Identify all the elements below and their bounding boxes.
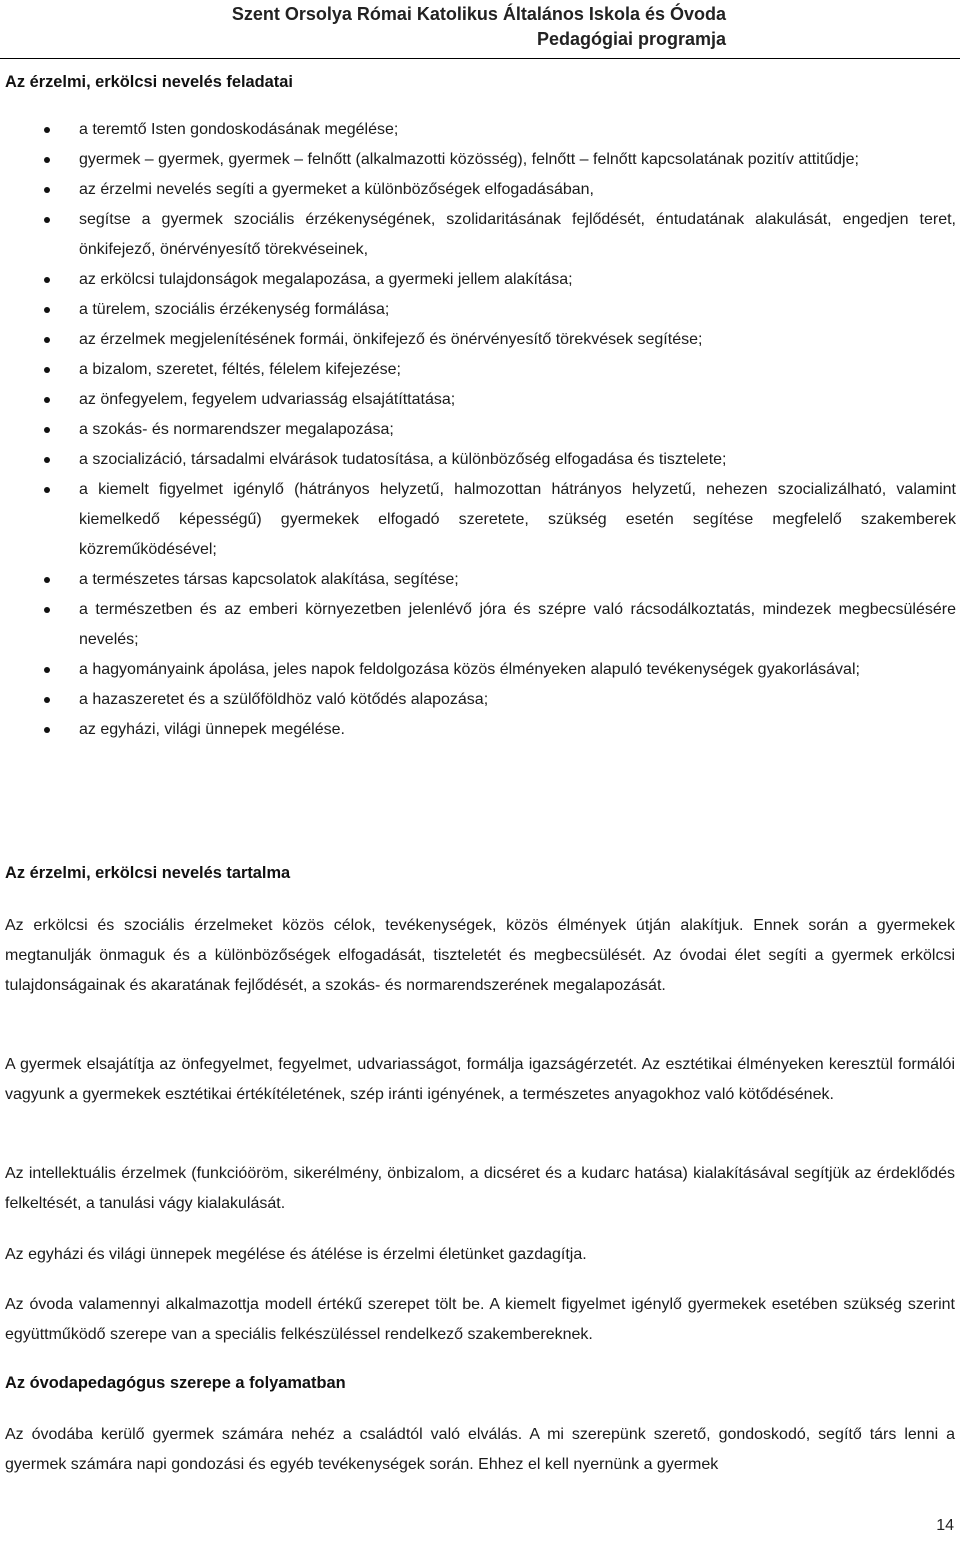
- header-school-name: Szent Orsolya Római Katolikus Általános Iskola és Óvoda: [231, 4, 726, 24]
- section-title-szerepe: Az óvodapedagógus szerepe a folyamatban: [5, 1374, 346, 1392]
- paragraph: Az intellektuális érzelmek (funkcióöröm, sikerélmény, önbizalom, a dicséret és a kudarc hatása) kialakításával segítjük az érdeklődés felkeltését, a tanulási vágy kialakulását.: [5, 1165, 955, 1212]
- list-item: a szocializáció, társadalmi elvárások tudatosítása, a különbözőség elfogadása és tisztelete;: [79, 445, 956, 475]
- list-item: az egyházi, világi ünnepek megélése.: [79, 715, 956, 745]
- list-item: a szokás- és normarendszer megalapozása;: [79, 415, 956, 445]
- list-item: a természetes társas kapcsolatok alakítása, segítése;: [79, 565, 956, 595]
- paragraph: Az óvoda valamennyi alkalmazottja modell értékű szerepet tölt be. A kiemelt figyelmet igénylő gyermekek esetében szükség szerint együttműködő szerepe van a speciális felkészüléssel rendelkező szakembereknek.: [5, 1296, 955, 1343]
- list-item: a természetben és az emberi környezetben jelenlévő jóra és szépre való rácsodálkoztatás, mindezek megbecsülésére nevelés;: [79, 595, 956, 655]
- paragraph: Az erkölcsi és szociális érzelmeket közös célok, tevékenységek, közös élmények útján alakítjuk. Ennek során a gyermekek megtanulják önmaguk és a különbözőségek elfogadását, tiszteletét és megbecsülését. Az óvodai élet segíti a gyermek erkölcsi tulajdonságainak és akaratának fejlődését, a szokás- és normarendszerének megalapozását.: [5, 917, 955, 994]
- list-item: a kiemelt figyelmet igénylő (hátrányos helyzetű, halmozottan hátrányos helyzetű, nehezen szocializálható, valamint kiemelkedő képességű) gyermekek elfogadó szeretete, szükség esetén segítése megfelelő szakemberek közreműködésével;: [79, 475, 956, 565]
- list-item: az érzelmek megjelenítésének formái, önkifejező és önérvényesítő törekvések segítése;: [79, 325, 956, 355]
- list-item: a türelem, szociális érzékenység formálása;: [79, 295, 956, 325]
- section-title-tartalma: Az érzelmi, erkölcsi nevelés tartalma: [5, 864, 291, 882]
- page-header: [232, 2, 726, 52]
- paragraph: Az egyházi és világi ünnepek megélése és átélése is érzelmi életünket gazdagítja.: [5, 1246, 587, 1263]
- list-item: a bizalom, szeretet, féltés, félelem kifejezése;: [79, 355, 956, 385]
- list-item: gyermek – gyermek, gyermek – felnőtt (alkalmazotti közösség), felnőtt – felnőtt kapcsolatának pozitív attitűdje;: [79, 145, 956, 175]
- list-item: segítse a gyermek szociális érzékenységének, szolidaritásának fejlődését, éntudatának alakulását, engedjen teret, önkifejező, önérvényesítő törekvéseinek,: [79, 205, 956, 265]
- page-number: 14: [936, 1517, 954, 1534]
- header-document-title: Pedagógiai programja: [536, 29, 726, 49]
- list-item: a hazaszeretet és a szülőföldhöz való kötődés alapozása;: [79, 685, 956, 715]
- section-title-feladatai: Az érzelmi, erkölcsi nevelés feladatai: [5, 73, 293, 91]
- list-item: az önfegyelem, fegyelem udvariasság elsajátíttatása;: [79, 385, 956, 415]
- tasks-list: [79, 115, 956, 745]
- list-item: az érzelmi nevelés segíti a gyermeket a különbözőségek elfogadásában,: [79, 175, 956, 205]
- list-item: a teremtő Isten gondoskodásának megélése;: [79, 115, 956, 145]
- list-item: a hagyományaink ápolása, jeles napok feldolgozása közös élményeken alapuló tevékenységek gyakorlásával;: [79, 655, 956, 685]
- paragraph: Az óvodába kerülő gyermek számára nehéz a családtól való elválás. A mi szerepünk szerető, gondoskodó, segítő társ lenni a gyermek számára napi gondozási és egyéb tevékenységek során. Ehhez el kell nyernünk a gyermek: [5, 1426, 955, 1473]
- header-divider: [0, 58, 960, 59]
- list-item: az erkölcsi tulajdonságok megalapozása, a gyermeki jellem alakítása;: [79, 265, 956, 295]
- paragraph: A gyermek elsajátítja az önfegyelmet, fegyelmet, udvariasságot, formálja igazságérzetét. Az esztétikai élményeken keresztül formálói vagyunk a gyermekek esztétikai értékítéletének, szép iránti igényének, a természetes anyagokhoz való kötődésének.: [5, 1056, 955, 1103]
